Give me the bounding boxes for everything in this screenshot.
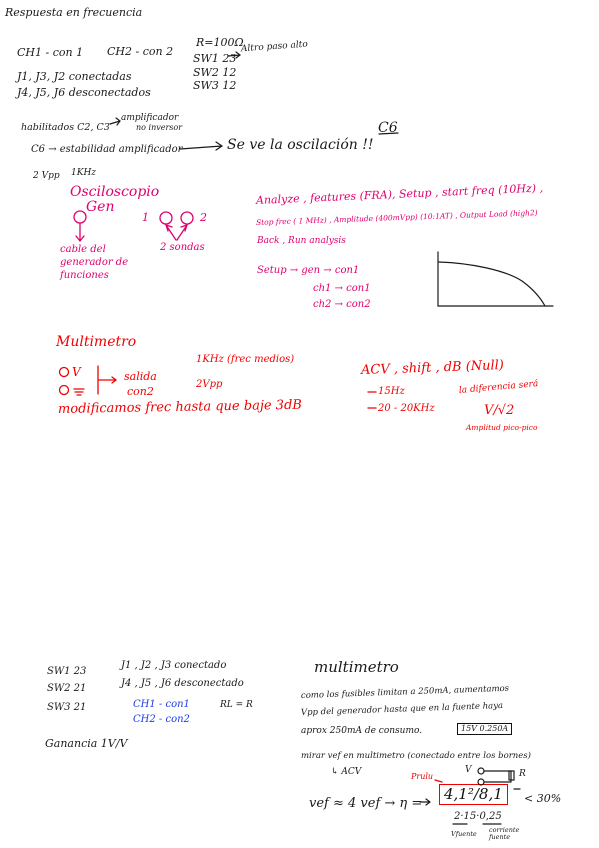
ch1-con1-blue: CH1 - con1 [133, 699, 190, 710]
multimeter-com-jack [60, 386, 69, 395]
circuit-wires [484, 771, 511, 782]
jumpers-connected: J1, J3, J2 conectadas [17, 70, 132, 83]
freq-15hz: 15Hz [378, 386, 405, 397]
fuse-note-2: Vpp del generador hasta que en la fuente haya [300, 700, 504, 718]
supply-setting-box: 15V 0.250A [457, 723, 512, 735]
sw2-bottom: SW2 21 [47, 683, 87, 694]
arrow-oscillation [180, 142, 222, 150]
efficiency-result: < 30% [524, 792, 562, 805]
ch1-con1: ch1 → con1 [313, 283, 371, 294]
generator-connector [74, 211, 86, 223]
reduce-3db-note: modificamos frec hasta que baje 3dB [57, 397, 303, 417]
arrow-sw1-note [228, 52, 240, 58]
ch2-con2: ch2 → con2 [313, 299, 371, 310]
gain-note: Ganancia 1V/V [45, 737, 128, 750]
sw2-setting: SW2 12 [193, 66, 237, 79]
vfuente-label: Vfuente [451, 830, 477, 838]
stop-freq-steps: Stop frec ( 1 MHz) , Amplitude (400mVpp) (10:1AT) , Output Load (high2) [255, 208, 538, 227]
plot-axes [438, 252, 553, 306]
freq-value: 1KHz [71, 168, 97, 178]
peak-amplitude-note: Amplitud pico-pico [466, 423, 538, 432]
probe-1-label: 1 [142, 211, 149, 224]
midband-freq: 1KHz (frec medios) [196, 354, 295, 365]
jack-bracket [98, 366, 116, 394]
load-equals-r: RL = R [220, 700, 253, 710]
output-label: salida [124, 370, 157, 383]
sw3-setting: SW3 12 [193, 79, 237, 92]
v-over-root2: V/√2 [484, 403, 515, 418]
efficiency-denominator: 2·15·0,25 [454, 811, 502, 822]
circuit-v-label: V [465, 765, 472, 775]
multimeter-v-jack [60, 368, 69, 377]
efficiency-fraction: 4,1²/8,1 [439, 784, 508, 805]
vpp-2: 2Vpp [196, 379, 223, 390]
difference-note: la diferencia será [458, 379, 539, 396]
vpp-value: 2 Vpp [33, 171, 60, 181]
freq-range: 20 - 20KHz [378, 403, 435, 414]
arrow-amplifier [110, 118, 120, 125]
circuit-r-label: R [519, 769, 526, 779]
supply-note-red: Prulu [411, 772, 434, 781]
c6-underlined: C6 [378, 120, 398, 136]
back-run-steps: Back , Run analysis [257, 236, 346, 246]
com-symbol [74, 389, 84, 395]
arrow-efficiency [420, 799, 430, 805]
fuse-note-3: aprox 250mA de consumo. [301, 726, 423, 736]
terminal-top [478, 768, 484, 774]
jumpers-disconnected: J4, J5, J6 desconectados [17, 86, 151, 99]
arrow-supply-note [435, 780, 442, 782]
ch1-label: CH1 - con 1 [17, 46, 84, 59]
acv-settings: ACV , shift , dB (Null) [360, 358, 505, 378]
c6-underline [379, 133, 398, 134]
probes-note: 2 sondas [160, 242, 205, 253]
probe-arrows [166, 225, 187, 240]
con2-label: con2 [127, 385, 154, 398]
acv-mode: ↳ ACV [331, 767, 362, 777]
probe-1-connector [160, 212, 172, 224]
probe-2-label: 2 [200, 211, 207, 224]
volt-terminal-label: V [72, 365, 81, 379]
ch2-con2-blue: CH2 - con2 [133, 714, 190, 725]
enabled-caps: habilitados C2, C3 [21, 122, 110, 133]
sw3-bottom: SW3 21 [47, 702, 87, 713]
terminal-bottom [478, 779, 484, 785]
generator-cable-note: cable del generador de funciones [60, 244, 129, 281]
page-title: Respuesta en frecuencia [5, 6, 143, 19]
ch2-label: CH2 - con 2 [107, 45, 174, 58]
multimeter-heading-2: multimetro [314, 658, 399, 676]
generator-cable [76, 224, 84, 241]
current-label: corriente fuente [489, 826, 520, 841]
probe-2-connector [181, 212, 193, 224]
sw1-setting: SW1 23 [193, 52, 237, 65]
multimeter-heading: Multimetro [56, 334, 137, 350]
non-inverting-note: no inversor [136, 123, 183, 132]
multimeter-vef-note: mirar vef en multimetro (conectado entre los bornes) [301, 751, 531, 761]
amplifier-note: amplificador [121, 113, 179, 123]
resistance-label: R=100Ω [196, 36, 244, 49]
sw1-jumpers: J1 , J2 , J3 conectado [121, 660, 227, 671]
analyze-steps: Analyze , features (FRA), Setup , start freq (10Hz) , [255, 181, 544, 207]
sw2-jumpers: J4 , J5 , J6 desconectado [121, 678, 244, 689]
setup-gen: Setup → gen → con1 [257, 265, 360, 276]
fuse-note-1: como los fusibles limitan a 250mA, aumentamos [300, 683, 510, 701]
sw1-note: Altro paso alto [240, 39, 309, 55]
efficiency-formula: vef ≈ 4 vef → η = [309, 796, 423, 811]
generator-heading: Gen [86, 199, 115, 215]
sw1-bottom: SW1 23 [47, 666, 87, 677]
c6-stability: C6 → estabilidad amplificador [31, 144, 183, 155]
frequency-response-curve [439, 262, 545, 306]
oscilloscope-heading: Osciloscopio [70, 184, 160, 200]
oscillation-note: Se ve la oscilación !! [227, 137, 374, 153]
